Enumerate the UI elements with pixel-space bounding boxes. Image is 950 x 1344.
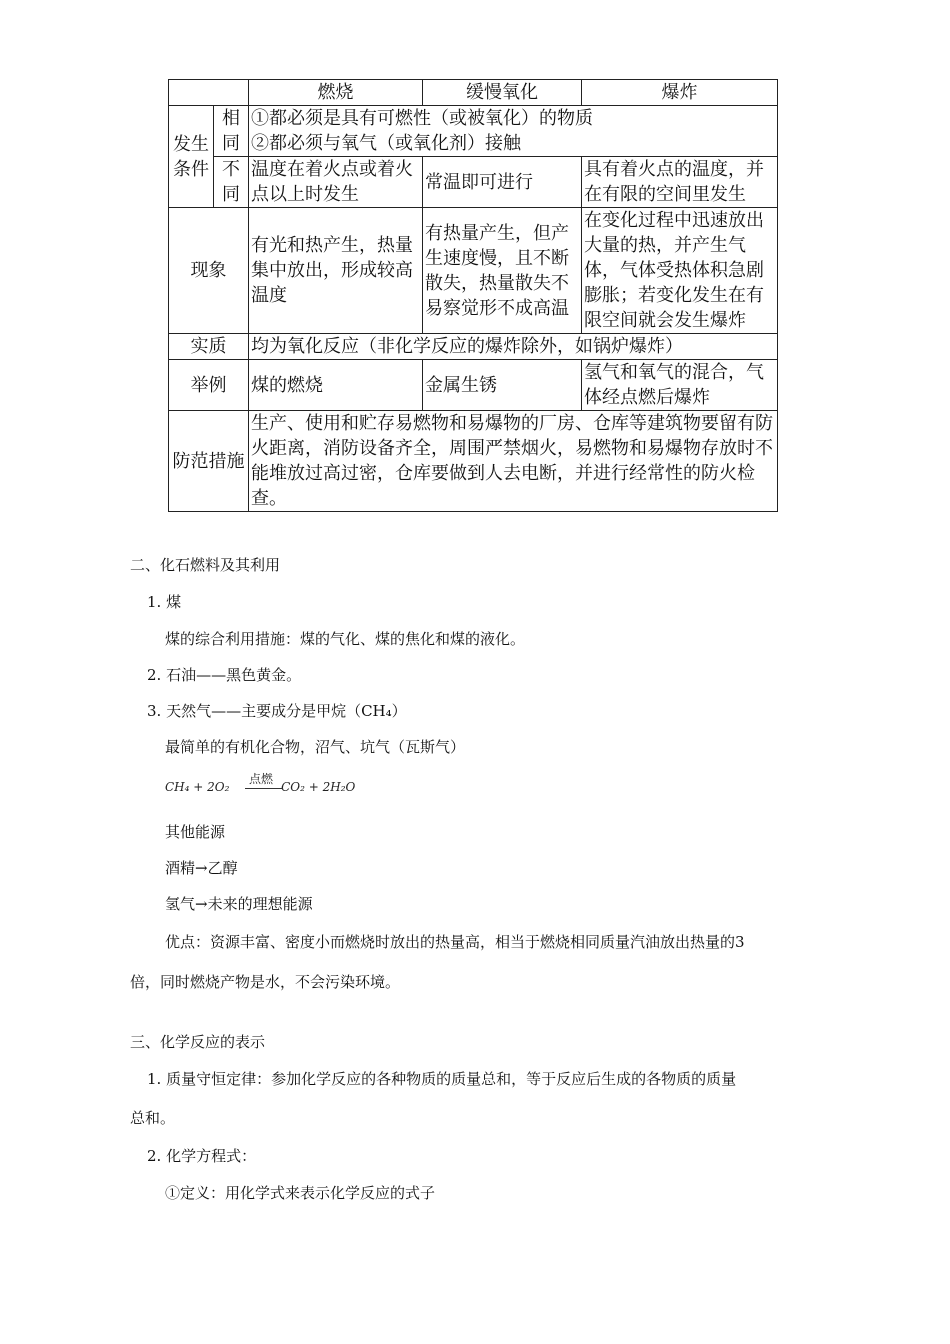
diff-explosion: 具有着火点的温度，并在有限的空间里发生	[582, 157, 778, 208]
example-label: 举例	[169, 360, 249, 411]
section3-title: 三、化学反应的表示	[130, 1033, 266, 1051]
section2-item2: 2. 石油——黑色黄金。	[147, 666, 302, 684]
essence-label: 实质	[169, 334, 249, 360]
equation-arrow-line	[245, 788, 283, 789]
condition-label: 发生条件	[169, 106, 214, 208]
example-slow-oxidation: 金属生锈	[423, 360, 582, 411]
methane-equation	[165, 772, 356, 794]
condition-diff-row	[169, 157, 778, 208]
same-label: 相同	[214, 106, 249, 157]
advantage-line1: 优点：资源丰富、密度小而燃烧时放出的热量高，相当于燃烧相同质量汽油放出热量的3	[165, 933, 745, 951]
advantage-line2: 倍，同时燃烧产物是水，不会污染环境。	[130, 973, 401, 991]
section3-item1-line1: 1. 质量守恒定律：参加化学反应的各种物质的质量总和，等于反应后生成的各物质的质量	[147, 1070, 737, 1088]
section2-item1-text: 煤的综合利用措施：煤的气化、煤的焦化和煤的液化。	[165, 630, 526, 648]
diff-slow-oxidation: 常温即可进行	[423, 157, 582, 208]
table-header-row	[169, 80, 778, 106]
equation-right: CO₂ + 2H₂O	[281, 780, 356, 794]
essence-row	[169, 334, 778, 360]
phenomenon-slow-oxidation: 有热量产生，但产生速度慢，且不断散失，热量散失不易察觉形不成高温	[423, 208, 582, 334]
phenomenon-combustion: 有光和热产生，热量集中放出，形成较高温度	[249, 208, 423, 334]
header-empty-cell	[169, 80, 249, 106]
prevention-label: 防范措施	[169, 411, 249, 512]
example-row	[169, 360, 778, 411]
equation-condition: 点燃	[249, 772, 274, 786]
essence-text: 均为氧化反应（非化学反应的爆炸除外，如锅炉爆炸）	[249, 334, 778, 360]
section3-item2: 2. 化学方程式：	[147, 1147, 257, 1165]
alcohol-line: 酒精→乙醇	[165, 859, 238, 877]
hydrogen-line: 氢气→未来的理想能源	[165, 895, 313, 913]
phenomenon-explosion: 在变化过程中迅速放出大量的热，并产生气体，气体受热体积急剧膨胀；若变化发生在有限空间就会发生爆炸	[582, 208, 778, 334]
section3-item2-def: ①定义：用化学式来表示化学反应的式子	[165, 1184, 436, 1202]
equation-left: CH₄ + 2O₂	[165, 780, 230, 794]
phenomenon-label: 现象	[169, 208, 249, 334]
section2-item3: 3. 天然气——主要成分是甲烷（CH₄）	[147, 702, 407, 720]
diff-label: 不同	[214, 157, 249, 208]
diff-combustion: 温度在着火点或着火点以上时发生	[249, 157, 423, 208]
other-energy: 其他能源	[165, 823, 226, 841]
same-conditions	[249, 106, 778, 157]
comparison-table	[168, 79, 778, 512]
prevention-row	[169, 411, 778, 512]
section2-title: 二、化石燃料及其利用	[130, 556, 281, 574]
condition-same-row	[169, 106, 778, 157]
section2-item1: 1. 煤	[147, 593, 182, 611]
section3-item1-line2: 总和。	[130, 1109, 176, 1127]
header-slow-oxidation: 缓慢氧化	[423, 80, 582, 106]
same-condition-2: ②都必须与氧气（或氧化剂）接触	[251, 133, 521, 154]
section2-item3-text: 最简单的有机化合物，沼气、坑气（瓦斯气）	[165, 738, 466, 756]
example-combustion: 煤的燃烧	[249, 360, 423, 411]
example-explosion: 氢气和氧气的混合，气体经点燃后爆炸	[582, 360, 778, 411]
phenomenon-row	[169, 208, 778, 334]
same-condition-1: ①都必须是具有可燃性（或被氧化）的物质	[251, 108, 593, 129]
prevention-text: 生产、使用和贮存易燃物和易爆物的厂房、仓库等建筑物要留有防火距离，消防设备齐全，周围严禁烟火，易燃物和易爆物存放时不能堆放过高过密，仓库要做到人去电断，并进行经常性的防火检查。	[249, 411, 778, 512]
header-combustion: 燃烧	[249, 80, 423, 106]
header-explosion: 爆炸	[582, 80, 778, 106]
